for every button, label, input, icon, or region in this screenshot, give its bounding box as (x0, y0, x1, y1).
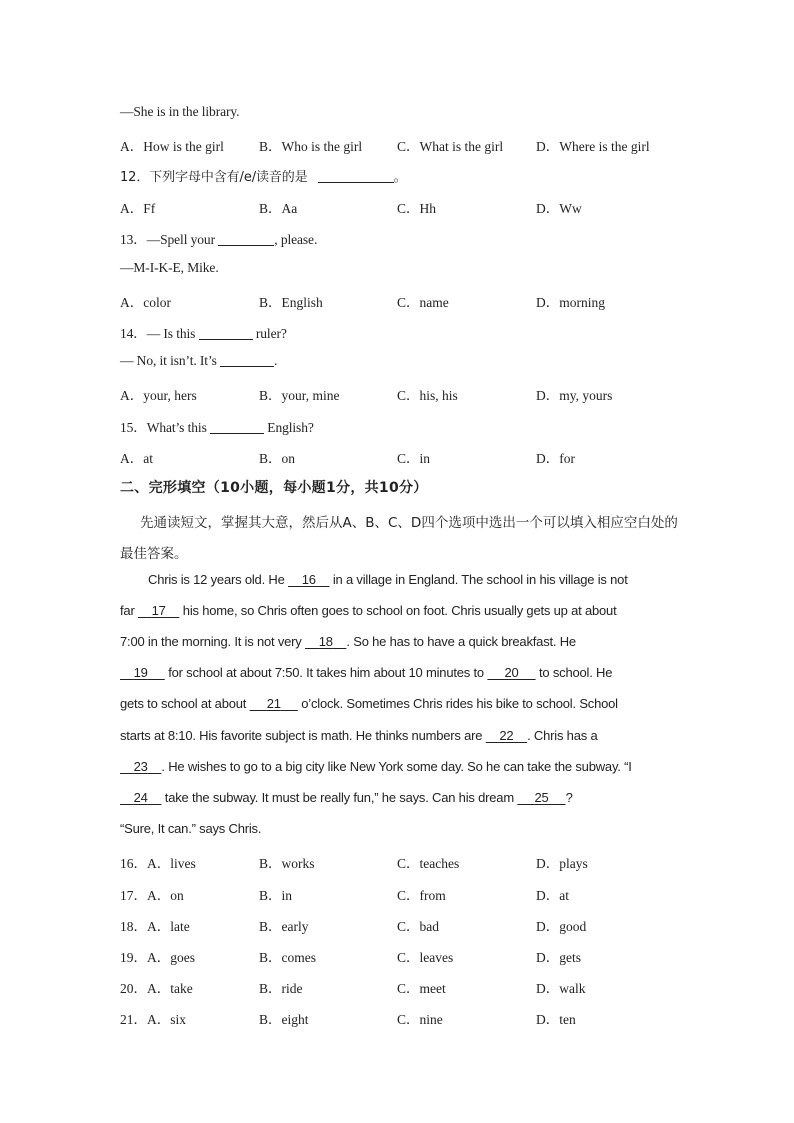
option-c: C．his, his (397, 388, 458, 403)
passage-text: . He wishes to go to a big city like New York some day. So he can take the subway. “I (161, 759, 632, 774)
passage-text: his home, so Chris often goes to school on foot. Chris usually gets up at about (182, 603, 617, 618)
q15-stem (120, 416, 314, 436)
option-a: 19．A．goes (120, 950, 195, 965)
blank-22 (486, 728, 527, 743)
option-c: C．nine (397, 1012, 443, 1027)
passage-text: 7:00 in the morning. It is not very (120, 634, 302, 649)
option-c: C．leaves (397, 950, 454, 965)
q13-stem (120, 228, 317, 248)
blank-number: 17 (151, 603, 166, 618)
blank-16 (288, 572, 329, 587)
blank-number: 20 (504, 665, 519, 680)
option-c: C．name (397, 295, 449, 310)
option-c: C．teaches (397, 856, 460, 871)
q12-stem-text: 12．下列字母中含有/e/读音的是 (120, 170, 308, 185)
blank-21 (250, 696, 298, 711)
passage-line-6 (120, 728, 597, 743)
passage-text: . So he has to have a quick breakfast. He (346, 634, 576, 649)
passage-line-4 (120, 665, 612, 680)
option-a: 20．A．take (120, 981, 193, 996)
option-a: 17．A．on (120, 888, 184, 903)
q14-stem-a: 14．— Is this (120, 326, 196, 341)
q15-stem-b: English? (267, 420, 314, 435)
q13-stem-a: 13．—Spell your (120, 232, 215, 247)
blank-18 (305, 634, 346, 649)
passage-line-5 (120, 696, 618, 711)
option-a: A．color (120, 295, 171, 310)
q14-stem-b: ruler? (255, 326, 287, 341)
passage-line-8 (120, 790, 573, 805)
q14-reply-b: . (274, 353, 278, 368)
option-b: B．early (259, 919, 309, 934)
section-instruction: 先通读短文，掌握其大意，然后从A、B、C、D四个选项中选出一个可以填入相应空白处的最佳答案。 (120, 515, 678, 562)
passage-text: far (120, 603, 135, 618)
option-a: A．How is the girl (120, 139, 224, 154)
option-b: B．eight (259, 1012, 309, 1027)
option-c: C．bad (397, 919, 439, 934)
answer-blank (218, 232, 274, 246)
option-b: B．ride (259, 981, 303, 996)
passage-text: . Chris has a (527, 728, 598, 743)
option-a: A．Ff (120, 201, 156, 216)
passage-text: o’clock. Sometimes Chris rides his bike to school. School (301, 696, 618, 711)
option-a: 18．A．late (120, 919, 190, 934)
option-d: D．gets (536, 950, 581, 965)
q13-stem-b: , please. (274, 232, 318, 247)
answer-blank (199, 326, 253, 340)
blank-number: 23 (133, 759, 148, 774)
passage-text: gets to school at about (120, 696, 247, 711)
blank-25 (517, 790, 565, 805)
option-b: B．your, mine (259, 388, 340, 403)
passage-text: starts at 8:10. His favorite subject is math. He thinks numbers are (120, 728, 483, 743)
option-c: C．meet (397, 981, 446, 996)
q15-stem-a: 15．What’s this (120, 420, 207, 435)
option-c: C．from (397, 888, 446, 903)
passage-text: Chris is 12 years old. He (148, 572, 285, 587)
section-heading: 二、完形填空（10小题，每小题1分，共10分） (120, 480, 428, 496)
passage-line-7 (120, 759, 632, 774)
passage-text: in a village in England. The school in his village is not (332, 572, 628, 587)
option-b: B．English (259, 295, 323, 310)
option-b: B．Who is the girl (259, 139, 363, 154)
q14-stem (120, 322, 287, 342)
q12-stem (120, 166, 407, 185)
blank-number: 19 (133, 665, 148, 680)
option-d: D．Where is the girl (536, 139, 650, 154)
q11-answer-line: —She is in the library. (120, 104, 240, 119)
option-d: D．walk (536, 981, 586, 996)
passage-line-2 (120, 603, 616, 618)
blank-number: 18 (318, 634, 333, 649)
option-c: C．Hh (397, 201, 437, 216)
option-b: B．Aa (259, 201, 298, 216)
option-d: D．good (536, 919, 587, 934)
passage-text: take the subway. It must be really fun,” he says. Can his dream (164, 790, 514, 805)
passage-text: for school at about 7:50. It takes him about 10 minutes to (168, 665, 484, 680)
blank-20 (487, 665, 535, 680)
blank-17 (138, 603, 179, 618)
blank-number: 25 (534, 790, 549, 805)
blank-23 (120, 759, 161, 774)
answer-blank (318, 169, 394, 183)
passage-text: ? (565, 790, 573, 805)
blank-number: 24 (133, 790, 148, 805)
option-a: A．at (120, 451, 153, 466)
option-b: B．on (259, 451, 296, 466)
q14-reply-a: — No, it isn’t. It’s (120, 353, 217, 368)
passage-line-3 (120, 634, 576, 649)
passage-text: to school. He (539, 665, 613, 680)
q12-stem-end: 。 (393, 170, 407, 185)
q13-reply: —M-I-K-E, Mike. (120, 260, 219, 275)
option-d: D．ten (536, 1012, 576, 1027)
option-b: B．in (259, 888, 293, 903)
option-d: D．plays (536, 856, 588, 871)
option-c: C．What is the girl (397, 139, 504, 154)
blank-19 (120, 665, 165, 680)
passage-line-1 (148, 572, 628, 587)
option-d: D．my, yours (536, 388, 613, 403)
option-a: 21．A．six (120, 1012, 187, 1027)
option-d: D．at (536, 888, 569, 903)
option-d: D．for (536, 451, 575, 466)
answer-blank (220, 353, 274, 367)
option-d: D．morning (536, 295, 605, 310)
option-b: B．works (259, 856, 315, 871)
blank-number: 21 (266, 696, 281, 711)
blank-number: 22 (499, 728, 514, 743)
answer-blank (210, 420, 264, 434)
option-a: A．your, hers (120, 388, 197, 403)
blank-24 (120, 790, 161, 805)
option-d: D．Ww (536, 201, 582, 216)
option-b: B．comes (259, 950, 316, 965)
q14-reply (120, 353, 277, 369)
option-c: C．in (397, 451, 431, 466)
passage-line-9: “Sure, It can.” says Chris. (120, 821, 262, 836)
option-a: 16．A．lives (120, 856, 196, 871)
blank-number: 16 (301, 572, 316, 587)
